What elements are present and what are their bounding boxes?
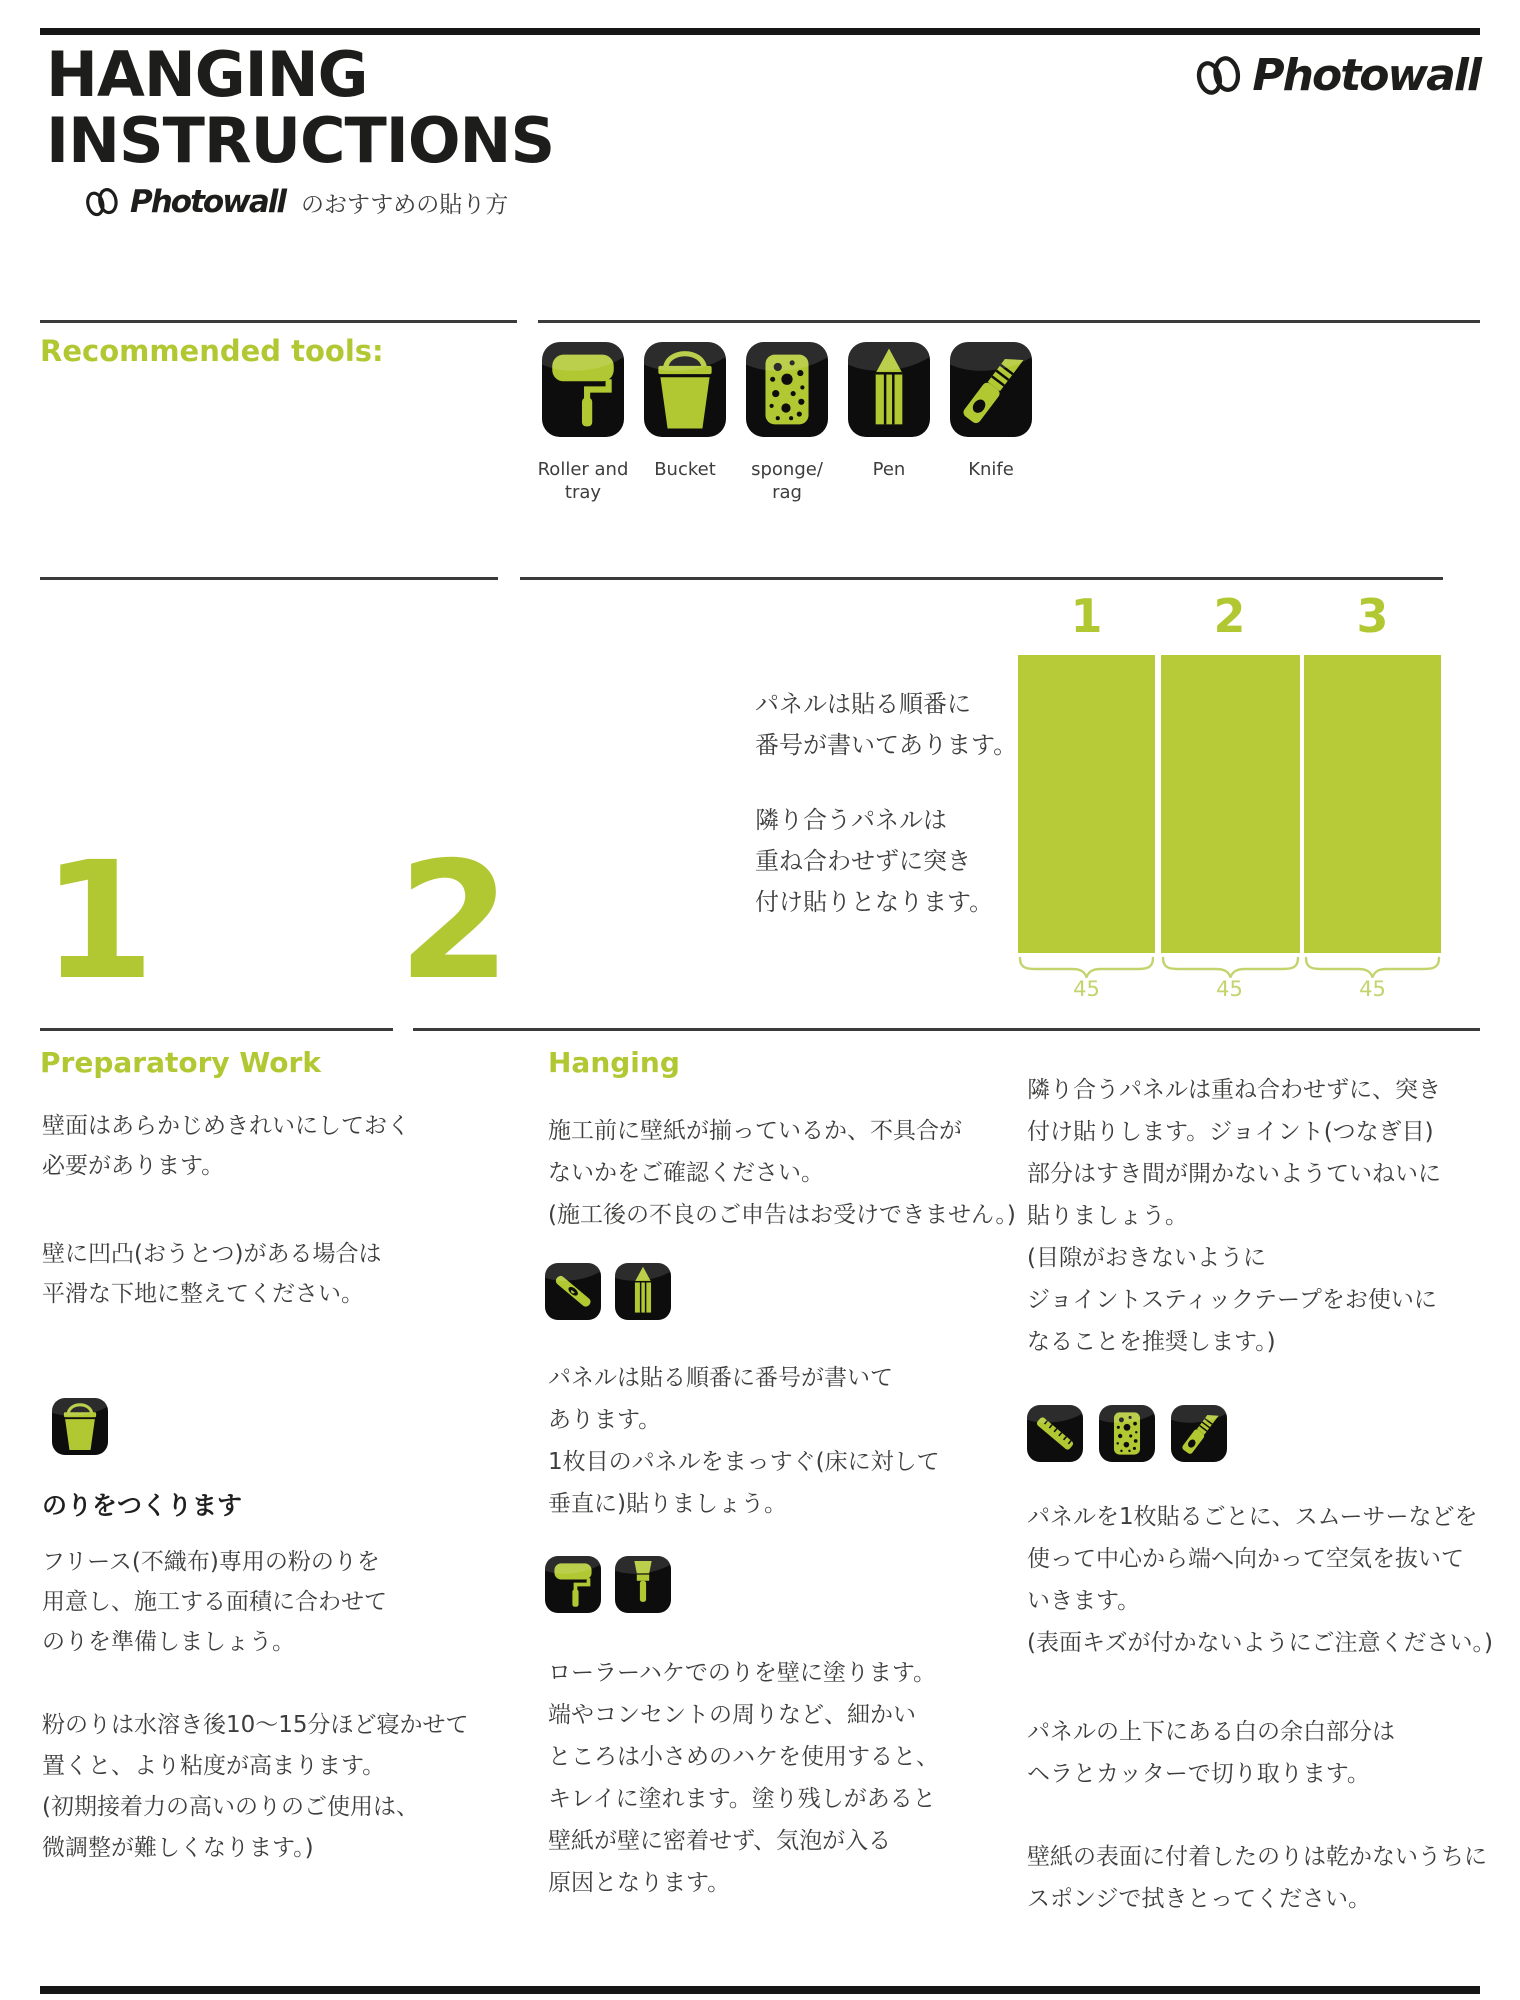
panel-width-label: 45 bbox=[1073, 977, 1100, 1001]
hanging-paragraph-3: ローラーハケでのりを壁に塗ります。 端やコンセントの周りなど、細かい ところは小さめのハケを使用すると、 キレイに塗れます。塗り残しがあると 壁紙が壁に密着せず、気泡が入る 原因となります。 bbox=[548, 1660, 939, 1896]
ruler-icon bbox=[1027, 1405, 1083, 1462]
width-brace-icon bbox=[1161, 956, 1300, 978]
tool-label-knife: Knife bbox=[968, 459, 1014, 480]
joining-paragraph-4: 壁紙の表面に付着したのりは乾かないうちに スポンジで拭きとってください。 bbox=[1027, 1844, 1487, 1912]
photowall-mark-icon bbox=[84, 185, 122, 220]
divider bbox=[538, 320, 1480, 323]
sponge-icon bbox=[746, 342, 828, 437]
prep-paragraph-3: フリース(不織布)専用の粉のりを 用意し、施工する面積に合わせて のりを準備しましょう。 bbox=[42, 1549, 387, 1655]
prep-paragraph-2: 壁に凹凸(おうとつ)がある場合は 平滑な下地に整えてください。 bbox=[42, 1241, 382, 1307]
panel-3-label: 3 bbox=[1356, 589, 1389, 643]
panel-order-note: パネルは貼る順番に 番号が書いてあります。 bbox=[755, 690, 1018, 759]
roller-and-tray-icon bbox=[542, 342, 624, 437]
subtitle-brand-text: Photowall bbox=[130, 184, 286, 220]
subtitle bbox=[84, 184, 508, 220]
prep-paragraph-1: 壁面はあらかじめきれいにしておく 必要があります。 bbox=[42, 1113, 410, 1179]
tool-label-bucket: Bucket bbox=[654, 459, 716, 480]
divider bbox=[520, 577, 1443, 580]
step-2-number: 2 bbox=[398, 828, 511, 1016]
make-paste-subheading: のりをつくります bbox=[42, 1491, 243, 1520]
width-brace-icon bbox=[1018, 956, 1155, 978]
spirit-level-icon bbox=[545, 1263, 601, 1320]
panel-width-label: 45 bbox=[1216, 977, 1243, 1001]
page-title bbox=[46, 38, 555, 177]
joining-paragraph-2: パネルを1枚貼るごとに、スムーサーなどを 使って中心から端へ向かって空気を抜いて いきます。 (表面キズが付かないようにご注意ください。) bbox=[1027, 1504, 1493, 1656]
tool-label-sponge: sponge/ rag bbox=[751, 459, 823, 503]
page-title-line2: INSTRUCTIONS bbox=[46, 104, 555, 177]
width-brace-icon bbox=[1304, 956, 1441, 978]
hanging-paragraph-1: 施工前に壁紙が揃っているか、不具合が ないかをご確認ください。 (施工後の不良のご申告はお受けできません。) bbox=[548, 1118, 1016, 1228]
prep-paragraph-4: 粉のりは水溶き後10〜15分ほど寝かせて 置くと、より粘度が高まります。 (初期接着力の高いのりのご使用は、 微調整が難しくなります。) bbox=[42, 1712, 469, 1861]
top-rule-bar bbox=[40, 28, 1480, 35]
divider bbox=[40, 1028, 393, 1031]
subtitle-text: のおすすめの貼り方 bbox=[301, 191, 509, 218]
hanging-paragraph-2: パネルは貼る順番に番号が書いて あります。 1枚目のパネルをまっすぐ(床に対して 垂直に)貼りましょう。 bbox=[548, 1365, 940, 1517]
joining-paragraph-1: 隣り合うパネルは重ね合わせずに、突き 付け貼りします。ジョイント(つなぎ目) 部分はすき間が開かないようていねいに 貼りましょう。 (目隙がおきないように ジョイントスティックテープをお使いに なることを推奨します。) bbox=[1027, 1077, 1441, 1355]
pen-icon bbox=[848, 342, 930, 437]
pencil-icon bbox=[615, 1263, 671, 1320]
page-title-line1: HANGING bbox=[46, 38, 368, 111]
panel-butt-join-note: 隣り合うパネルは 重ね合わせずに突き 付け貼りとなります。 bbox=[755, 806, 994, 916]
bucket-icon bbox=[644, 342, 726, 437]
panel-2-label: 2 bbox=[1213, 589, 1246, 643]
step-1-number: 1 bbox=[42, 828, 155, 1016]
preparatory-work-heading: Preparatory Work bbox=[40, 1046, 321, 1079]
tool-label-roller: Roller and tray bbox=[537, 459, 629, 503]
panel-1-label: 1 bbox=[1070, 589, 1103, 643]
wallpaper-panel-3 bbox=[1304, 655, 1441, 953]
bucket-icon bbox=[52, 1398, 108, 1455]
divider bbox=[413, 1028, 1480, 1031]
divider bbox=[40, 577, 498, 580]
brush-icon bbox=[615, 1556, 671, 1613]
wallpaper-panel-1 bbox=[1018, 655, 1155, 953]
photowall-logo bbox=[1194, 50, 1480, 101]
tool-label-pen: Pen bbox=[872, 459, 906, 480]
knife-icon bbox=[950, 342, 1032, 437]
hanging-heading: Hanging bbox=[548, 1046, 680, 1079]
photowall-logo-text: Photowall bbox=[1252, 50, 1480, 101]
sponge-icon bbox=[1099, 1405, 1155, 1462]
knife-icon bbox=[1171, 1405, 1227, 1462]
bottom-rule-bar bbox=[40, 1986, 1480, 1994]
panel-width-label: 45 bbox=[1359, 977, 1386, 1001]
roller-icon bbox=[545, 1556, 601, 1613]
tools-heading: Recommended tools: bbox=[40, 334, 384, 368]
photowall-mark-icon bbox=[1194, 52, 1246, 100]
wallpaper-panel-2 bbox=[1161, 655, 1300, 953]
divider bbox=[40, 320, 517, 323]
joining-paragraph-3: パネルの上下にある白の余白部分は ヘラとカッターで切り取ります。 bbox=[1027, 1719, 1395, 1787]
